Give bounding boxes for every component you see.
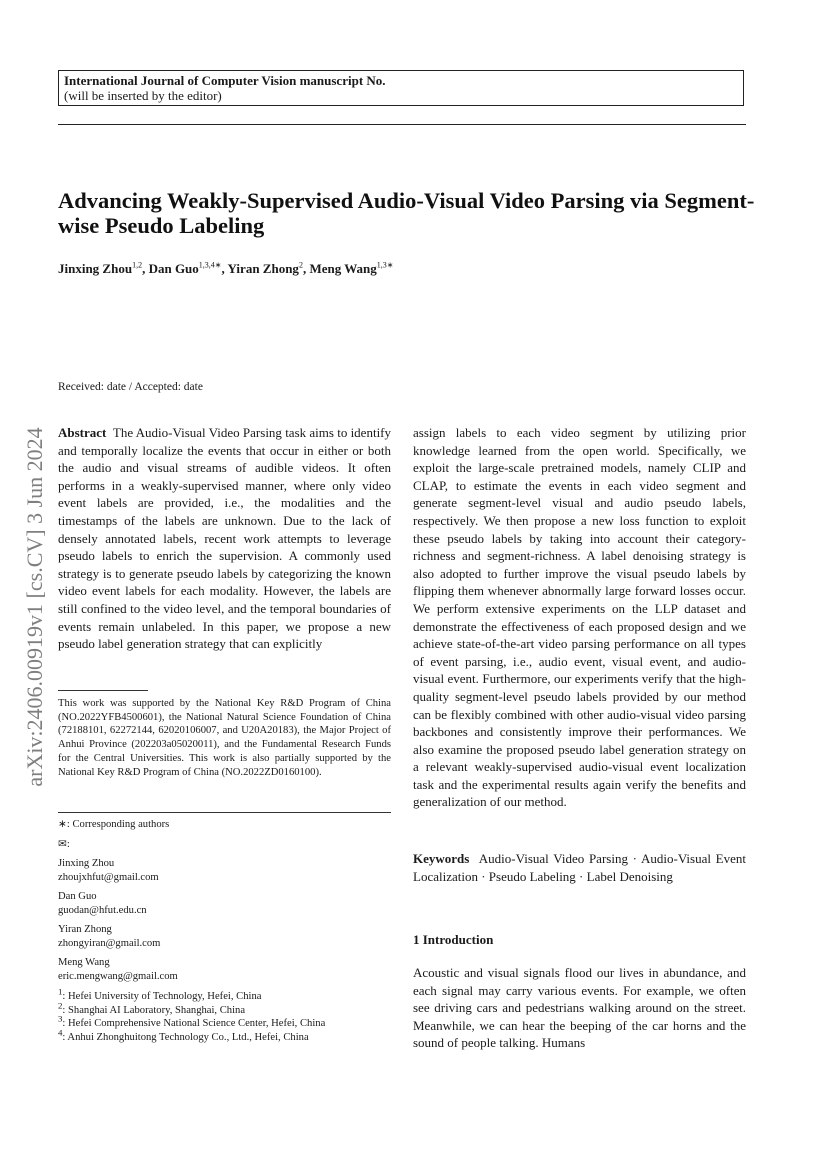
contact-name: Dan Guo [58, 891, 97, 902]
author-name: Dan Guo [148, 261, 199, 276]
author-name: Yiran Zhong [227, 261, 299, 276]
contact-email[interactable]: eric.mengwang@gmail.com [58, 970, 178, 982]
abstract-text-part1: The Audio-Visual Video Parsing task aims to identify and temporally localize the events that occur in either or both the audio and visual streams of audible videos. It often performs in a weakly-supervised manner, where only video event labels are provided, i.e., the modalities and the timestamps of the labels are unknown. Due to the lack of densely annotated labels, recent work attempts to leverage pseudo labels to enrich the supervision. A commonly used strategy is to generate pseudo labels by categorizing the known video event labels for each modality. However, the labels are still confined to the video level, and the temporal boundaries of events remain unlabeled. In this paper, we propose a new pseudo label generation strategy that can explicitly [58, 425, 392, 652]
author-name: Meng Wang [309, 261, 377, 276]
affiliation-number: 3 [58, 1013, 63, 1024]
affiliation-text: : Hefei Comprehensive National Science Center, Hefei, China [62, 1018, 326, 1029]
contact-block [58, 818, 391, 983]
affiliation-number: 2 [58, 999, 63, 1010]
author-affil-mark: 2 [298, 260, 303, 270]
journal-note: (will be inserted by the editor) [64, 88, 222, 103]
keywords-text: Audio-Visual Video Parsing · Audio-Visual Event Localization · Pseudo Labeling · Label Denoising [413, 851, 747, 884]
received-line: Received: date / Accepted: date [58, 381, 203, 393]
affiliation-item [58, 1013, 403, 1031]
abstract-text-part2: assign labels to each video segment by utilizing prior knowledge learned from the open world. Specifically, we exploit the large-scale pretrained models, namely CLIP and CLAP, to estimate the events in each video segment and generate segment-level visual and audio pseudo labels, respectively. We then propose a new loss function to exploit these pseudo labels by taking into account their category-richness and segment-richness. A label denoising strategy is also adopted to further improve the visual pseudo labels by flipping them whenever abnormally large forward losses occur. We perform extensive experiments on the LLP dataset and demonstrate the effectiveness of each proposed design and we achieve state-of-the-art video parsing performance on all types of event parsing, i.e., audio event, visual event, and audio-visual event. Furthermore, our experiments verify that the high-quality segment-level pseudo labels provided by our method can be flexibly combined with other audio-visual video parsing backbones and consistently improve their performances. We also examine the proposed pseudo label generation strategy on a relevant weakly-supervised audio-visual event localization task and the experimental results again verify the benefits and generalization of our method. [413, 425, 746, 810]
author-list [58, 260, 758, 278]
keywords-label: Keywords [413, 851, 470, 866]
header-rule [58, 124, 746, 125]
contact-email[interactable]: zhongyiran@gmail.com [58, 937, 161, 949]
corresponding-note: ∗: Corresponding authors [58, 819, 170, 830]
author-name: Jinxing Zhou [58, 261, 133, 276]
paper-title: Advancing Weakly-Supervised Audio-Visual Video Parsing via Segment-wise Pseudo Labeling [58, 188, 755, 238]
affiliation-text: : Hefei University of Technology, Hefei, China [62, 991, 262, 1002]
arxiv-stamp: arXiv:2406.00919v1 [cs.CV] 3 Jun 2024 [22, 427, 47, 787]
affiliation-number: 1 [58, 986, 63, 997]
keywords-block [413, 850, 746, 885]
contact-email[interactable]: zhoujxhfut@gmail.com [58, 871, 159, 883]
arxiv-sidebar [18, 372, 52, 842]
affiliation-item [58, 986, 403, 1004]
funding-footnote: This work was supported by the National Key R&D Program of China (NO.2022YFB4500601), the National Natural Science Foundation of China (72188101, 62272144, 62020106007, and U20A20183), the Major Project of Anhui Province (202203a05020011), and the Fundamental Research Funds for the Central Universities. This work is also partially supported by the National Key R&D Program of China (NO.2022ZD0160100). [58, 698, 391, 778]
contact-name: Jinxing Zhou [58, 858, 115, 869]
affiliation-text: : Shanghai AI Laboratory, Shanghai, China [62, 1004, 246, 1016]
author-sep: , [221, 261, 228, 276]
contact-name: Meng Wang [58, 957, 110, 968]
affiliation-item [58, 999, 403, 1018]
footnote-rule [58, 690, 148, 691]
footnote-divider [58, 812, 391, 813]
journal-name: International Journal of Computer Vision manuscript No. [64, 73, 386, 88]
abstract-right-column [413, 424, 746, 811]
contact-email[interactable]: guodan@hfut.edu.cn [58, 904, 147, 916]
author-affil-mark: 1,3∗ [376, 260, 394, 270]
intro-paragraph: Acoustic and visual signals flood our lives in abundance, and each signal may carry various events. For example, we often see driving cars and pedestrians walking around on the street. Meanwhile, we can hear the beeping of the car horns and the sound of people talking. Humans [413, 965, 746, 1051]
author-affil-mark: 1,2 [132, 260, 143, 270]
abstract-label: Abstract [58, 425, 107, 440]
affiliation-list [58, 986, 403, 1044]
email-icon: ✉: [58, 838, 70, 850]
affiliation-text: : Anhui Zhonghuitong Technology Co., Ltd., Hefei, China [62, 1031, 309, 1043]
author-sep: , [302, 261, 310, 276]
abstract-left-column [58, 424, 391, 653]
author-sep: , [142, 261, 149, 276]
affiliation-number: 4 [58, 1026, 63, 1037]
section-heading: 1 Introduction [413, 932, 494, 947]
affiliation-item [58, 1026, 403, 1045]
journal-header-box [58, 70, 744, 106]
contact-name: Yiran Zhong [58, 924, 112, 935]
author-affil-mark: 1,3,4∗ [198, 260, 222, 270]
